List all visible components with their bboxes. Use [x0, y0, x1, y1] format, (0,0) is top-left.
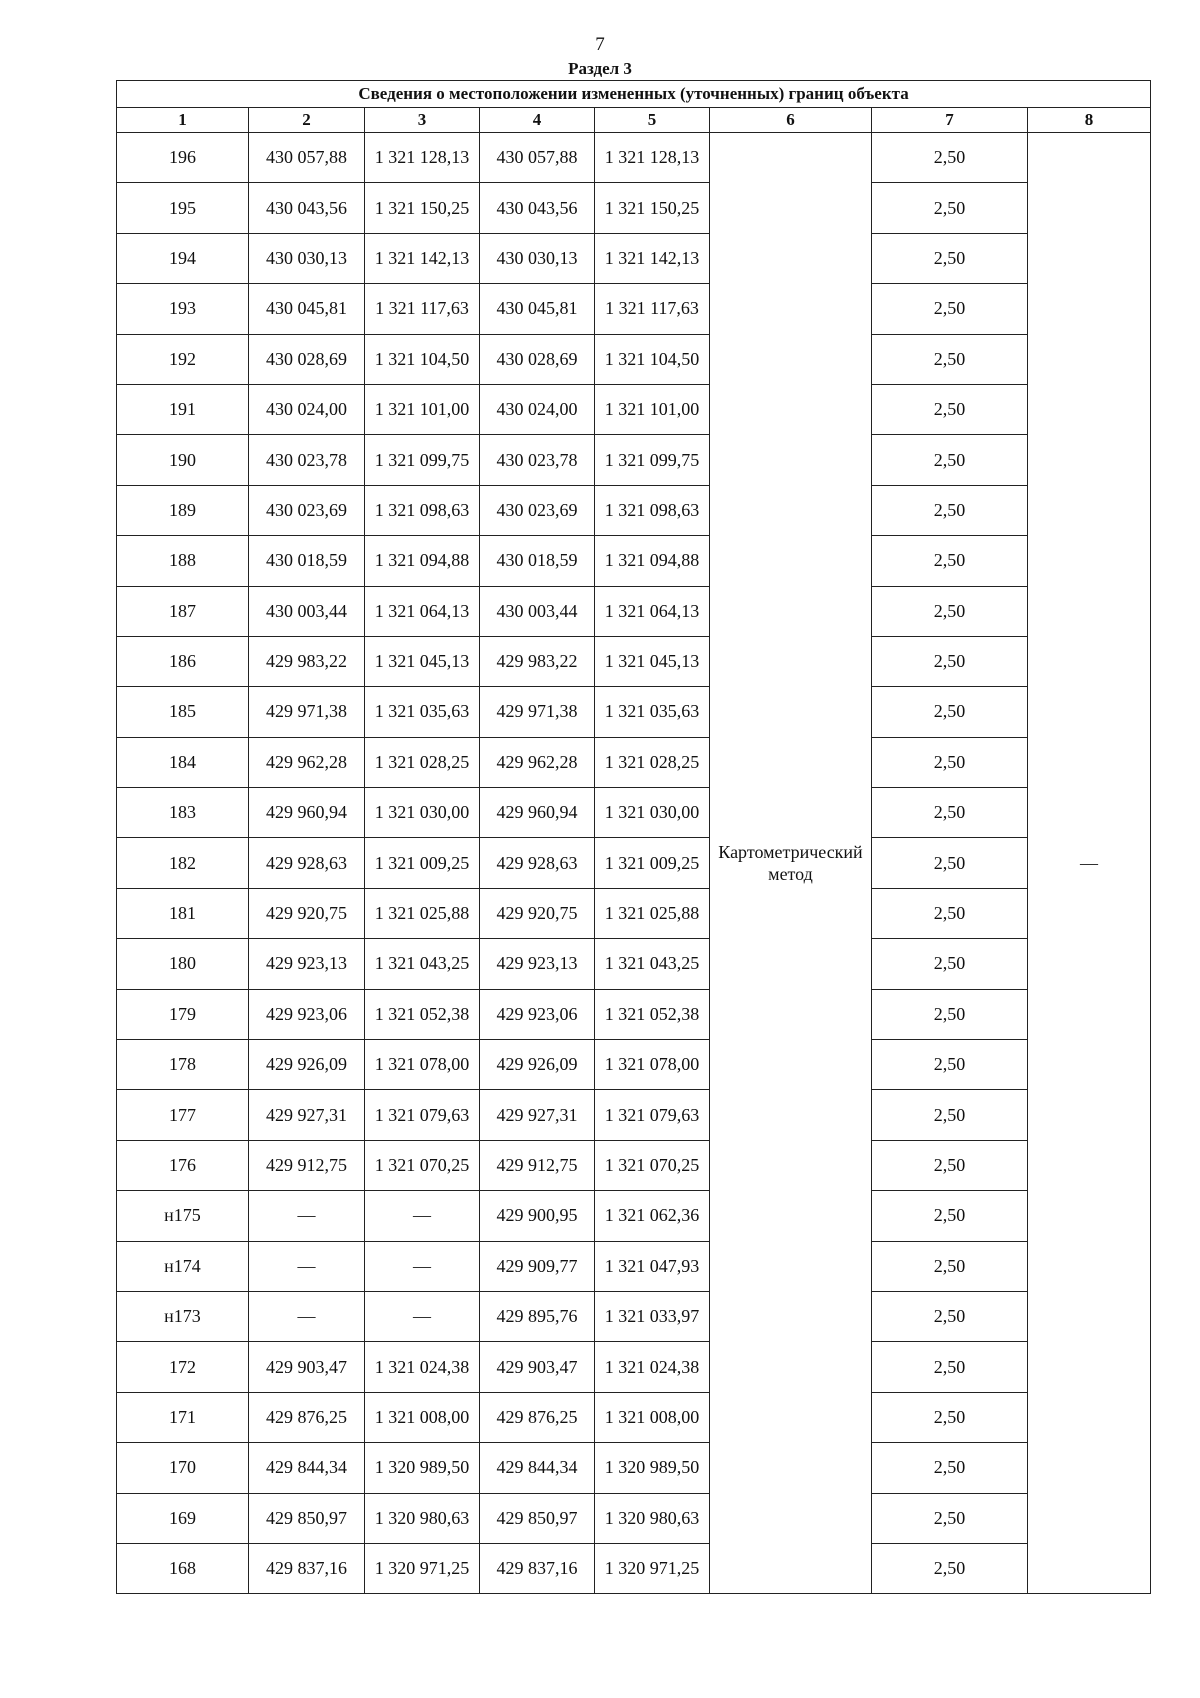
x-existing-cell: 429 926,09: [249, 1040, 365, 1090]
y-existing-cell: 1 321 099,75: [365, 435, 480, 485]
y-existing-cell: 1 321 025,88: [365, 888, 480, 938]
y-new-cell: 1 321 150,25: [595, 183, 710, 233]
precision-cell: 2,50: [872, 1443, 1028, 1493]
point-number-cell: н175: [117, 1191, 249, 1241]
x-existing-cell: 430 003,44: [249, 586, 365, 636]
point-number-cell: н173: [117, 1291, 249, 1341]
y-new-cell: 1 321 030,00: [595, 788, 710, 838]
x-new-cell: 429 912,75: [480, 1140, 595, 1190]
precision-cell: 2,50: [872, 1342, 1028, 1392]
precision-cell: 2,50: [872, 636, 1028, 686]
point-number-cell: 181: [117, 888, 249, 938]
table-row: [117, 384, 1151, 434]
y-existing-cell: 1 320 989,50: [365, 1443, 480, 1493]
precision-cell: 2,50: [872, 1040, 1028, 1090]
y-new-cell: 1 320 989,50: [595, 1443, 710, 1493]
precision-cell: 2,50: [872, 1543, 1028, 1593]
point-number-cell: 180: [117, 939, 249, 989]
x-new-cell: 430 045,81: [480, 284, 595, 334]
x-new-cell: 430 023,69: [480, 485, 595, 535]
column-number-8: 8: [1028, 108, 1151, 133]
point-number-cell: 187: [117, 586, 249, 636]
point-number-cell: 177: [117, 1090, 249, 1140]
point-number-cell: 171: [117, 1392, 249, 1442]
table-row: [117, 536, 1151, 586]
table-row: [117, 1241, 1151, 1291]
table-row: [117, 435, 1151, 485]
precision-cell: 2,50: [872, 1291, 1028, 1341]
column-number-7: 7: [872, 108, 1028, 133]
x-existing-cell: 429 962,28: [249, 737, 365, 787]
y-existing-cell: 1 321 101,00: [365, 384, 480, 434]
precision-cell: 2,50: [872, 1241, 1028, 1291]
x-new-cell: 430 003,44: [480, 586, 595, 636]
x-existing-cell: 429 876,25: [249, 1392, 365, 1442]
y-new-cell: 1 321 043,25: [595, 939, 710, 989]
x-new-cell: 429 850,97: [480, 1493, 595, 1543]
table-row: [117, 1493, 1151, 1543]
point-number-cell: 179: [117, 989, 249, 1039]
y-new-cell: 1 321 045,13: [595, 636, 710, 686]
y-existing-cell: 1 321 117,63: [365, 284, 480, 334]
column-number-6: 6: [710, 108, 872, 133]
y-existing-cell: 1 321 064,13: [365, 586, 480, 636]
precision-cell: 2,50: [872, 1140, 1028, 1190]
y-new-cell: 1 321 024,38: [595, 1342, 710, 1392]
point-number-cell: 192: [117, 334, 249, 384]
x-new-cell: 429 895,76: [480, 1291, 595, 1341]
point-number-cell: 168: [117, 1543, 249, 1593]
table-row: [117, 1291, 1151, 1341]
x-existing-cell: 429 927,31: [249, 1090, 365, 1140]
table-row: [117, 133, 1151, 183]
y-new-cell: 1 321 033,97: [595, 1291, 710, 1341]
table-row: [117, 1140, 1151, 1190]
y-new-cell: 1 321 028,25: [595, 737, 710, 787]
table-row: [117, 233, 1151, 283]
point-number-cell: 183: [117, 788, 249, 838]
x-new-cell: 429 971,38: [480, 687, 595, 737]
y-new-cell: 1 321 035,63: [595, 687, 710, 737]
y-existing-cell: 1 321 009,25: [365, 838, 480, 888]
boundary-coordinates-table: [116, 80, 1151, 1594]
x-new-cell: 429 909,77: [480, 1241, 595, 1291]
x-existing-cell: 429 850,97: [249, 1493, 365, 1543]
precision-cell: 2,50: [872, 838, 1028, 888]
y-existing-cell: 1 321 045,13: [365, 636, 480, 686]
x-new-cell: 429 923,06: [480, 989, 595, 1039]
precision-cell: 2,50: [872, 384, 1028, 434]
point-number-cell: 195: [117, 183, 249, 233]
table-row: [117, 1191, 1151, 1241]
x-existing-cell: —: [249, 1241, 365, 1291]
x-existing-cell: 429 844,34: [249, 1443, 365, 1493]
x-existing-cell: 429 837,16: [249, 1543, 365, 1593]
table-row: [117, 1342, 1151, 1392]
y-new-cell: 1 321 078,00: [595, 1040, 710, 1090]
point-number-cell: 193: [117, 284, 249, 334]
table-row: [117, 737, 1151, 787]
point-number-cell: 182: [117, 838, 249, 888]
precision-cell: 2,50: [872, 1191, 1028, 1241]
y-existing-cell: 1 321 024,38: [365, 1342, 480, 1392]
table-row: [117, 334, 1151, 384]
x-existing-cell: 429 928,63: [249, 838, 365, 888]
y-existing-cell: 1 321 043,25: [365, 939, 480, 989]
y-new-cell: 1 321 117,63: [595, 284, 710, 334]
table-row: [117, 284, 1151, 334]
point-number-cell: 185: [117, 687, 249, 737]
x-existing-cell: 430 043,56: [249, 183, 365, 233]
precision-cell: 2,50: [872, 284, 1028, 334]
y-existing-cell: 1 320 980,63: [365, 1493, 480, 1543]
point-number-cell: 194: [117, 233, 249, 283]
table-caption: Сведения о местоположении измененных (уточненных) границ объекта: [117, 81, 1151, 108]
x-new-cell: 430 018,59: [480, 536, 595, 586]
page-number: 7: [595, 34, 605, 55]
x-existing-cell: 429 923,13: [249, 939, 365, 989]
y-new-cell: 1 321 079,63: [595, 1090, 710, 1140]
point-number-cell: 184: [117, 737, 249, 787]
point-number-cell: 169: [117, 1493, 249, 1543]
column-number-5: 5: [595, 108, 710, 133]
x-new-cell: 429 960,94: [480, 788, 595, 838]
point-number-cell: 196: [117, 133, 249, 183]
y-new-cell: 1 321 104,50: [595, 334, 710, 384]
y-new-cell: 1 321 047,93: [595, 1241, 710, 1291]
precision-cell: 2,50: [872, 586, 1028, 636]
y-existing-cell: 1 321 142,13: [365, 233, 480, 283]
x-existing-cell: 430 045,81: [249, 284, 365, 334]
y-new-cell: 1 321 009,25: [595, 838, 710, 888]
y-new-cell: 1 321 142,13: [595, 233, 710, 283]
x-existing-cell: 430 057,88: [249, 133, 365, 183]
x-new-cell: 429 926,09: [480, 1040, 595, 1090]
y-existing-cell: —: [365, 1241, 480, 1291]
y-existing-cell: 1 321 079,63: [365, 1090, 480, 1140]
x-new-cell: 430 057,88: [480, 133, 595, 183]
y-existing-cell: 1 320 971,25: [365, 1543, 480, 1593]
table-row: [117, 838, 1151, 888]
table-row: [117, 1543, 1151, 1593]
precision-cell: 2,50: [872, 687, 1028, 737]
precision-cell: 2,50: [872, 183, 1028, 233]
y-existing-cell: 1 321 098,63: [365, 485, 480, 535]
y-existing-cell: 1 321 070,25: [365, 1140, 480, 1190]
x-existing-cell: 430 023,69: [249, 485, 365, 535]
y-new-cell: 1 321 052,38: [595, 989, 710, 1039]
x-new-cell: 429 903,47: [480, 1342, 595, 1392]
table-body: [117, 133, 1151, 1594]
y-existing-cell: 1 321 104,50: [365, 334, 480, 384]
y-new-cell: 1 321 101,00: [595, 384, 710, 434]
x-existing-cell: 429 920,75: [249, 888, 365, 938]
y-existing-cell: 1 321 128,13: [365, 133, 480, 183]
y-existing-cell: 1 321 008,00: [365, 1392, 480, 1442]
y-new-cell: 1 321 094,88: [595, 536, 710, 586]
precision-cell: 2,50: [872, 939, 1028, 989]
y-existing-cell: 1 321 028,25: [365, 737, 480, 787]
x-existing-cell: 429 983,22: [249, 636, 365, 686]
point-number-cell: 191: [117, 384, 249, 434]
x-new-cell: 429 844,34: [480, 1443, 595, 1493]
x-new-cell: 430 030,13: [480, 233, 595, 283]
x-existing-cell: 430 024,00: [249, 384, 365, 434]
x-new-cell: 430 023,78: [480, 435, 595, 485]
x-new-cell: 430 024,00: [480, 384, 595, 434]
x-existing-cell: 429 903,47: [249, 1342, 365, 1392]
x-existing-cell: 430 018,59: [249, 536, 365, 586]
x-existing-cell: 430 023,78: [249, 435, 365, 485]
y-new-cell: 1 321 064,13: [595, 586, 710, 636]
table-row: [117, 1040, 1151, 1090]
y-existing-cell: —: [365, 1291, 480, 1341]
x-new-cell: 429 928,63: [480, 838, 595, 888]
table-row: [117, 888, 1151, 938]
x-new-cell: 429 876,25: [480, 1392, 595, 1442]
y-new-cell: 1 321 128,13: [595, 133, 710, 183]
x-existing-cell: 429 960,94: [249, 788, 365, 838]
y-new-cell: 1 321 008,00: [595, 1392, 710, 1442]
column-number-1: 1: [117, 108, 249, 133]
y-new-cell: 1 320 980,63: [595, 1493, 710, 1543]
point-number-cell: н174: [117, 1241, 249, 1291]
section-title: Раздел 3: [568, 59, 632, 78]
x-existing-cell: —: [249, 1191, 365, 1241]
x-new-cell: 429 900,95: [480, 1191, 595, 1241]
y-existing-cell: 1 321 078,00: [365, 1040, 480, 1090]
y-new-cell: 1 321 098,63: [595, 485, 710, 535]
precision-cell: 2,50: [872, 485, 1028, 535]
table-row: [117, 485, 1151, 535]
point-number-cell: 188: [117, 536, 249, 586]
column-number-3: 3: [365, 108, 480, 133]
y-existing-cell: 1 321 052,38: [365, 989, 480, 1039]
column-8-cell: —: [1028, 133, 1151, 1594]
point-number-cell: 190: [117, 435, 249, 485]
table-row: [117, 183, 1151, 233]
x-existing-cell: —: [249, 1291, 365, 1341]
y-existing-cell: 1 321 150,25: [365, 183, 480, 233]
table-row: [117, 939, 1151, 989]
x-existing-cell: 430 030,13: [249, 233, 365, 283]
precision-cell: 2,50: [872, 1392, 1028, 1442]
point-number-cell: 170: [117, 1443, 249, 1493]
precision-cell: 2,50: [872, 989, 1028, 1039]
x-new-cell: 429 927,31: [480, 1090, 595, 1140]
column-number-row: [117, 108, 1151, 133]
x-existing-cell: 429 923,06: [249, 989, 365, 1039]
x-new-cell: 430 043,56: [480, 183, 595, 233]
precision-cell: 2,50: [872, 1493, 1028, 1543]
y-new-cell: 1 321 070,25: [595, 1140, 710, 1190]
precision-cell: 2,50: [872, 888, 1028, 938]
x-existing-cell: 429 912,75: [249, 1140, 365, 1190]
y-new-cell: 1 320 971,25: [595, 1543, 710, 1593]
y-existing-cell: 1 321 035,63: [365, 687, 480, 737]
y-new-cell: 1 321 099,75: [595, 435, 710, 485]
table-row: [117, 636, 1151, 686]
precision-cell: 2,50: [872, 435, 1028, 485]
precision-cell: 2,50: [872, 133, 1028, 183]
x-new-cell: 429 962,28: [480, 737, 595, 787]
y-existing-cell: 1 321 030,00: [365, 788, 480, 838]
precision-cell: 2,50: [872, 233, 1028, 283]
x-new-cell: 430 028,69: [480, 334, 595, 384]
x-new-cell: 429 920,75: [480, 888, 595, 938]
point-number-cell: 176: [117, 1140, 249, 1190]
y-existing-cell: 1 321 094,88: [365, 536, 480, 586]
x-new-cell: 429 983,22: [480, 636, 595, 686]
x-existing-cell: 429 971,38: [249, 687, 365, 737]
column-number-2: 2: [249, 108, 365, 133]
y-new-cell: 1 321 025,88: [595, 888, 710, 938]
table-row: [117, 1443, 1151, 1493]
x-new-cell: 429 923,13: [480, 939, 595, 989]
point-number-cell: 186: [117, 636, 249, 686]
precision-cell: 2,50: [872, 788, 1028, 838]
precision-cell: 2,50: [872, 737, 1028, 787]
x-existing-cell: 430 028,69: [249, 334, 365, 384]
table-row: [117, 1392, 1151, 1442]
precision-cell: 2,50: [872, 334, 1028, 384]
table-row: [117, 1090, 1151, 1140]
point-number-cell: 172: [117, 1342, 249, 1392]
x-new-cell: 429 837,16: [480, 1543, 595, 1593]
y-existing-cell: —: [365, 1191, 480, 1241]
precision-cell: 2,50: [872, 1090, 1028, 1140]
column-number-4: 4: [480, 108, 595, 133]
y-new-cell: 1 321 062,36: [595, 1191, 710, 1241]
point-number-cell: 189: [117, 485, 249, 535]
precision-cell: 2,50: [872, 536, 1028, 586]
point-number-cell: 178: [117, 1040, 249, 1090]
method-cell: Картометрический метод: [710, 133, 872, 1594]
table-row: [117, 788, 1151, 838]
table-row: [117, 989, 1151, 1039]
table-row: [117, 687, 1151, 737]
table-row: [117, 586, 1151, 636]
